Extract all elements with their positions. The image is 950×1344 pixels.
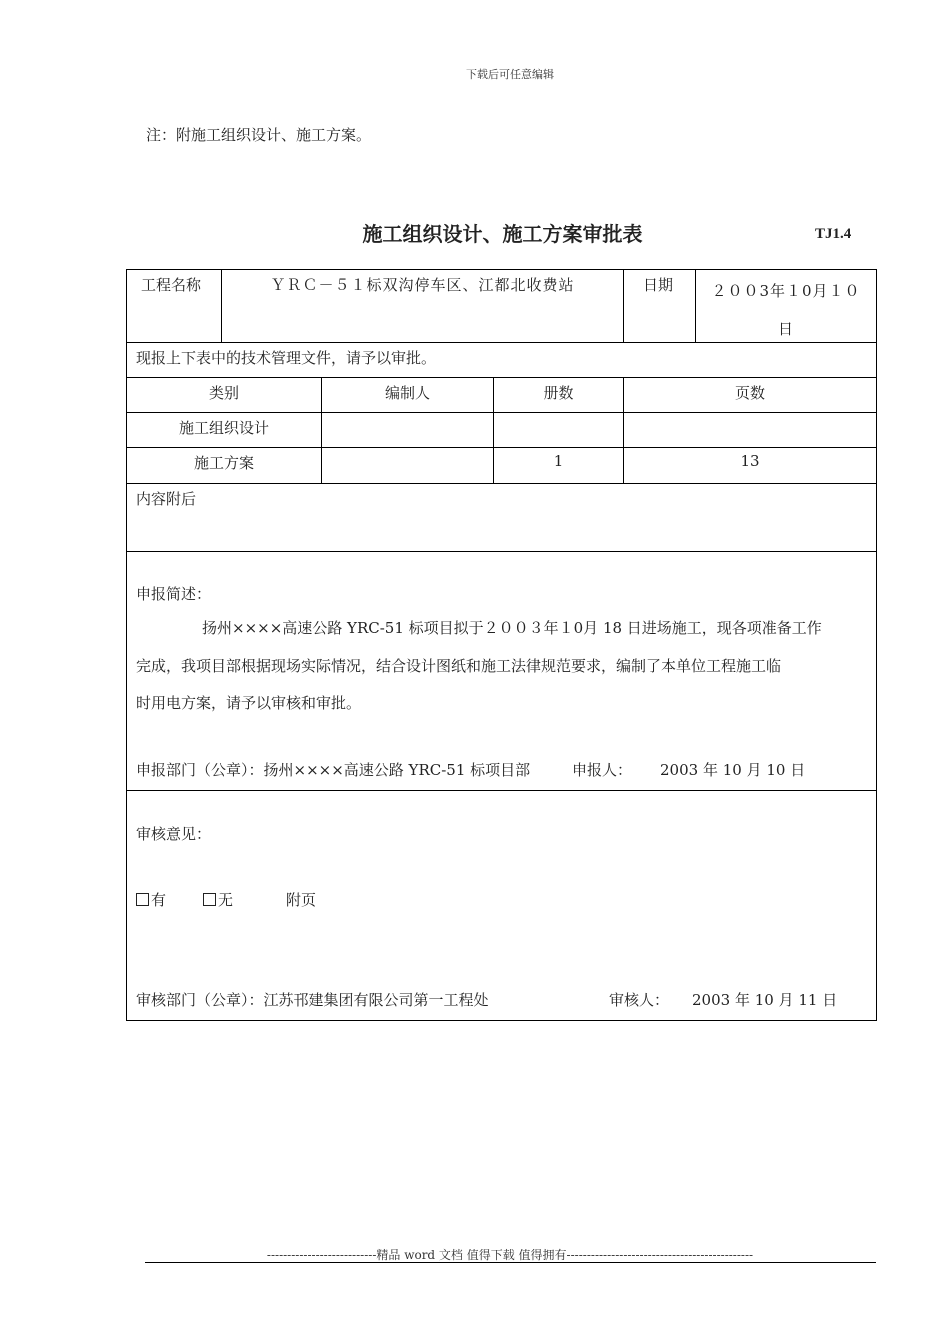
project-name-value: ＹＲＣ－５１标双沟停车区、江都北收费站 bbox=[270, 276, 575, 294]
date-value-line1: ２００3年１0月１０ bbox=[711, 282, 861, 300]
table-row-pages: 13 bbox=[740, 452, 760, 470]
rule bbox=[623, 269, 624, 343]
form-title: 施工组织设计、施工方案审批表 bbox=[362, 222, 643, 246]
table-row-volumes: 1 bbox=[553, 452, 564, 470]
option-yes-label: 有 bbox=[151, 891, 167, 909]
option-yes[interactable] bbox=[136, 889, 166, 910]
project-name-label: 工程名称 bbox=[141, 276, 202, 294]
submit-request-text: 现报上下表中的技术管理文件，请予以审批。 bbox=[136, 349, 437, 367]
date-value bbox=[696, 272, 876, 348]
review-date: 2003 年 10 月 11 日 bbox=[692, 991, 838, 1009]
table-row-category: 施工方案 bbox=[193, 454, 254, 472]
reviewer-label: 审核人： bbox=[609, 991, 670, 1009]
summary-line-3: 时用电方案，请予以审核和审批。 bbox=[136, 694, 362, 712]
column-header-author: 编制人 bbox=[384, 384, 430, 402]
review-opinion-label: 审核意见： bbox=[136, 825, 212, 843]
rule bbox=[126, 447, 877, 448]
summary-label: 申报简述： bbox=[136, 585, 212, 603]
rule bbox=[126, 790, 877, 791]
table-border-top bbox=[126, 269, 877, 270]
summary-line-1: 扬州××××高速公路 YRC-51 标项目拟于２００３年１0月 18 日进场施工，现各项准备工作 bbox=[202, 619, 822, 637]
option-no[interactable] bbox=[203, 889, 233, 910]
date-value-line2: 日 bbox=[777, 320, 794, 338]
submit-date: 2003 年 10 月 10 日 bbox=[660, 761, 806, 779]
checkbox-yes[interactable] bbox=[136, 893, 149, 906]
column-header-volumes: 册数 bbox=[543, 384, 574, 402]
footer-rule bbox=[145, 1262, 876, 1263]
content-attached-text: 内容附后 bbox=[136, 490, 197, 508]
header-note: 下载后可任意编辑 bbox=[466, 68, 554, 81]
option-no-label: 无 bbox=[218, 891, 234, 909]
attached-page-label: 附页 bbox=[286, 891, 317, 909]
summary-line-2: 完成，我项目部根据现场实际情况，结合设计图纸和施工法律规范要求，编制了本单位工程施工临 bbox=[136, 657, 782, 675]
date-label: 日期 bbox=[643, 276, 674, 294]
footer-text: ---------------------------精品 word 文档 值得下载 值得拥有---------------------------------------------- bbox=[266, 1248, 754, 1262]
rule bbox=[126, 412, 877, 413]
form-code: TJ1.4 bbox=[815, 226, 852, 242]
column-header-category: 类别 bbox=[208, 384, 239, 402]
rule bbox=[126, 483, 877, 484]
submitting-department: 申报部门（公章）：扬州××××高速公路 YRC-51 标项目部 bbox=[136, 761, 531, 779]
checkbox-no[interactable] bbox=[203, 893, 216, 906]
table-border-right bbox=[876, 269, 877, 1021]
submitter-label: 申报人： bbox=[572, 761, 633, 779]
column-header-pages: 页数 bbox=[734, 384, 765, 402]
rule bbox=[126, 551, 877, 552]
rule bbox=[126, 377, 877, 378]
reviewing-department: 审核部门（公章）：江苏邗建集团有限公司第一工程处 bbox=[136, 991, 489, 1009]
attachment-note: 注：附施工组织设计、施工方案。 bbox=[146, 126, 372, 144]
table-row-category: 施工组织设计 bbox=[178, 419, 269, 437]
table-border-bottom bbox=[126, 1020, 877, 1021]
